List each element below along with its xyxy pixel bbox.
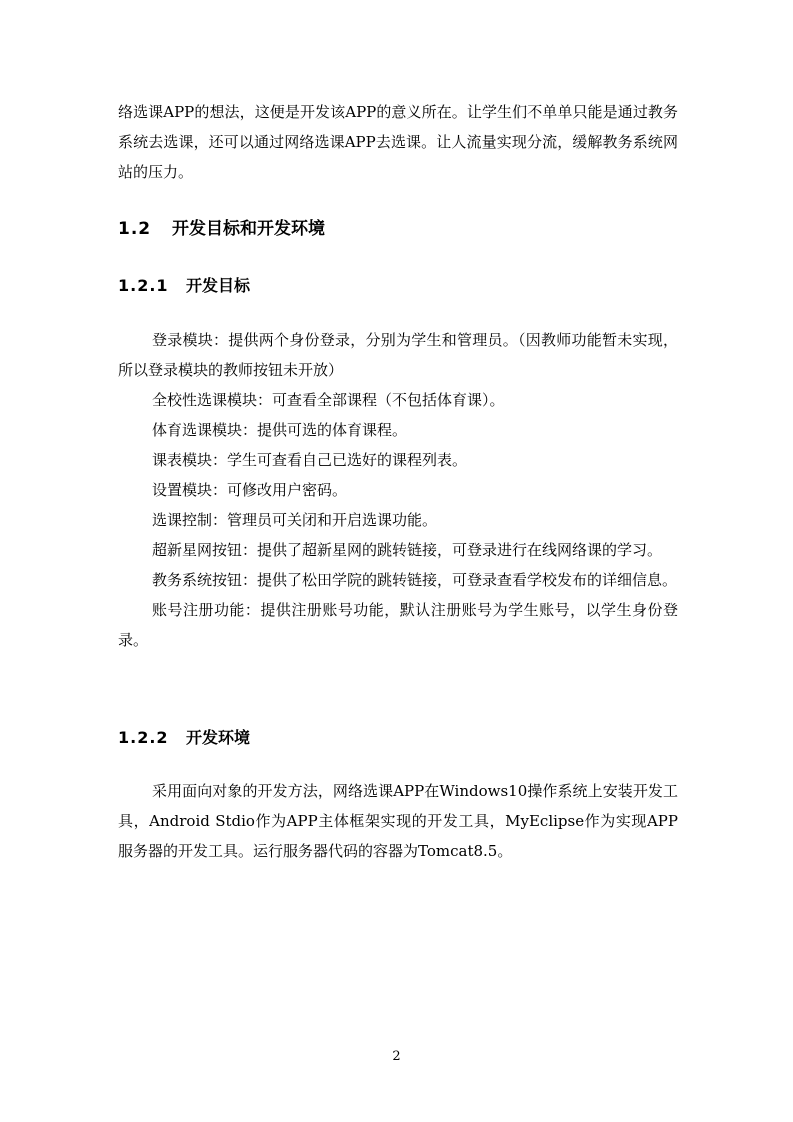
goal-item-course-control: 选课控制：管理员可关闭和开启选课功能。	[152, 511, 438, 529]
goal-item-registration: 账号注册功能：提供注册账号功能，默认注册账号为学生账号，以学生身份登录。	[118, 601, 678, 649]
page-number: 2	[392, 1049, 401, 1064]
subsection-number: 1.2.1	[118, 276, 169, 295]
section-heading-1-2	[118, 217, 678, 241]
goal-item-school-course: 全校性选课模块：可查看全部课程（不包括体育课）。	[152, 391, 505, 409]
intro-block	[118, 97, 678, 187]
section-title: 开发目标和开发环境	[172, 219, 325, 239]
goal-item-login: 登录模块：提供两个身份登录，分别为学生和管理员。（因教师功能暂未实现，所以登录模块的教师按钮未开放）	[118, 331, 678, 379]
goal-item-academic-system-button: 教务系统按钮：提供了松田学院的跳转链接，可登录查看学校发布的详细信息。	[152, 571, 678, 589]
section-number: 1.2	[118, 219, 152, 239]
goal-item-settings: 设置模块：可修改用户密码。	[152, 481, 348, 499]
goal-item-pe-course: 体育选课模块：提供可选的体育课程。	[152, 421, 408, 439]
section-heading-1-2-1	[118, 274, 678, 298]
goal-item-timetable: 课表模块：学生可查看自己已选好的课程列表。	[152, 451, 468, 469]
subsection-number: 1.2.2	[118, 728, 169, 747]
goal-item-supernova-button: 超新星网按钮：提供了超新星网的跳转链接，可登录进行在线网络课的学习。	[152, 541, 663, 559]
development-goals-list	[118, 325, 678, 655]
development-environment-block	[118, 776, 678, 866]
section-heading-1-2-2	[118, 726, 678, 750]
environment-paragraph: 采用面向对象的开发方法，网络选课APP在Windows10操作系统上安装开发工具，Android Stdio作为APP主体框架实现的开发工具，MyEclipse作为实现APP服务器的开发工具。运行服务器代码的容器为Tomcat8.5。	[118, 782, 678, 860]
subsection-title: 开发环境	[186, 728, 251, 747]
intro-paragraph: 络选课APP的想法，这便是开发该APP的意义所在。让学生们不单单只能是通过教务系统去选课，还可以通过网络选课APP去选课。让人流量实现分流，缓解教务系统网站的压力。	[118, 103, 678, 181]
subsection-title: 开发目标	[186, 276, 251, 295]
